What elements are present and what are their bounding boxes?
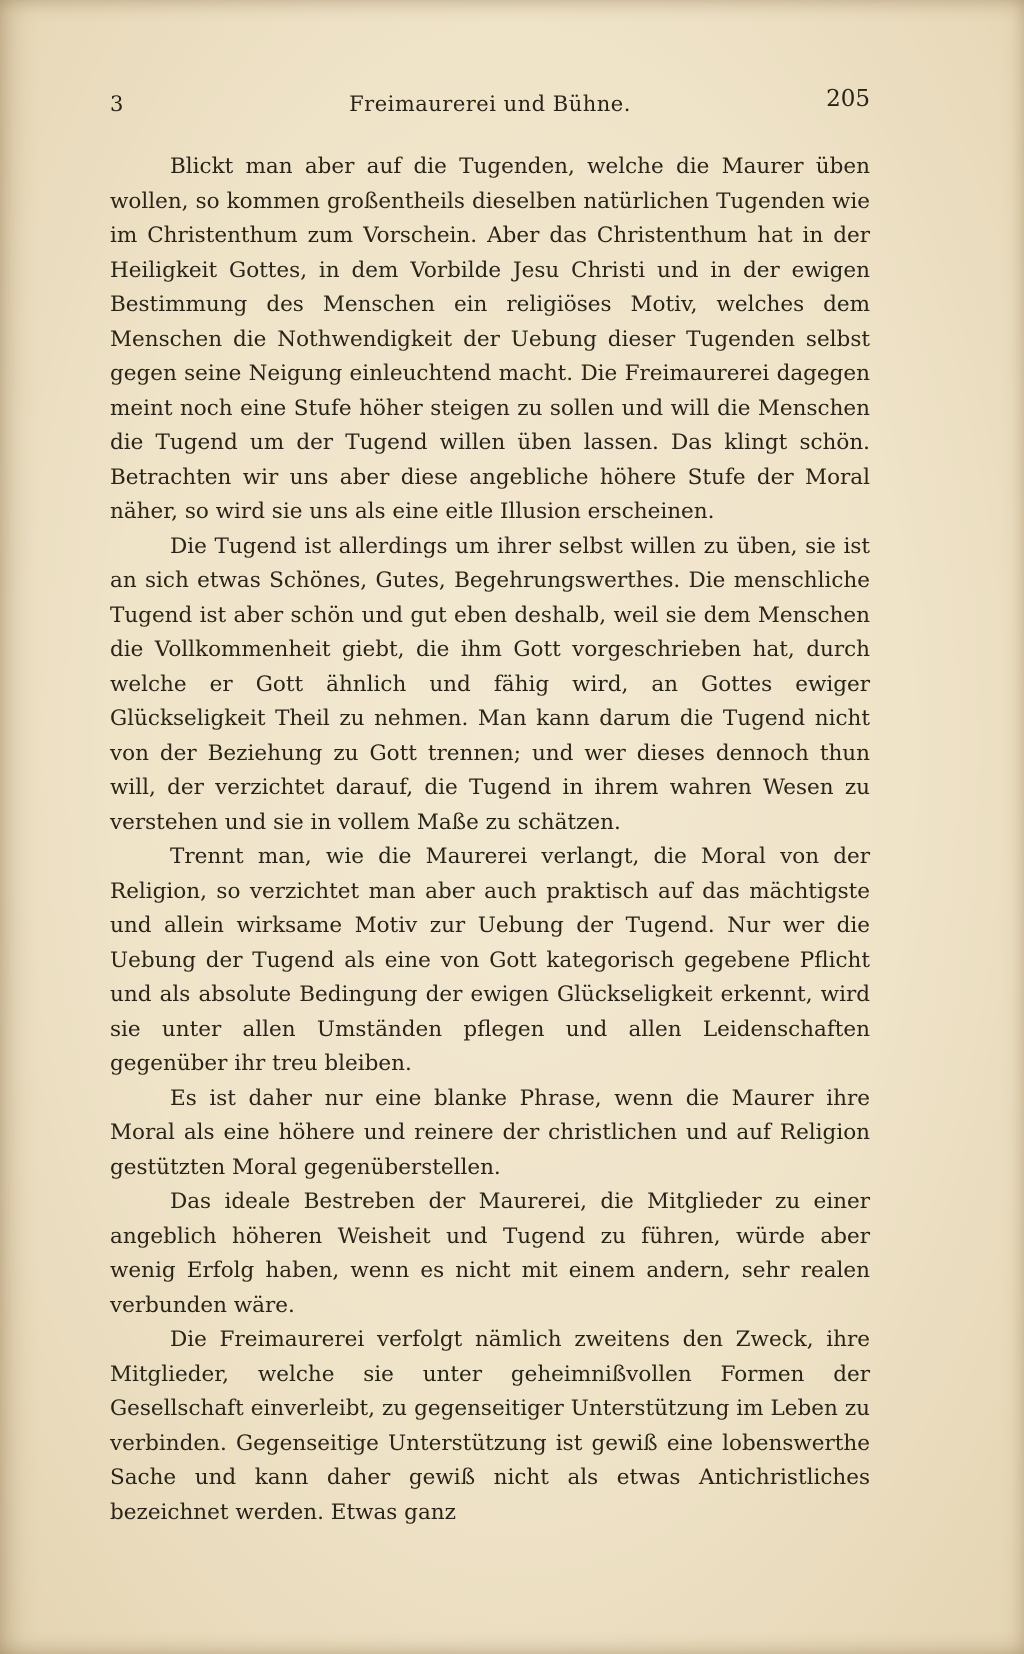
- paragraph: Die Freimaurerei verfolgt nämlich zweitens den Zweck, ihre Mitglieder, welche sie unter geheimnißvollen Formen der Gesellschaft einverleibt, zu gegenseitiger Unterstützung im Leben zu verbinden. Gegenseitige Unterstützung ist gewiß eine lobenswerthe Sache und kann daher gewiß nicht als etwas Antichristliches bezeichnet werden. Etwas ganz: [110, 1327, 870, 1525]
- page-number: 205: [826, 86, 870, 112]
- paragraph: Das ideale Bestreben der Maurerei, die Mitglieder zu einer angeblich höheren Weisheit und Tugend zu führen, würde aber wenig Erfolg haben, wenn es nicht mit einem andern, sehr realen verbunden wäre.: [110, 1189, 870, 1318]
- paragraph: Die Tugend ist allerdings um ihrer selbst willen zu üben, sie ist an sich etwas Schönes, Gutes, Begehrungswerthes. Die menschliche Tugend ist aber schön und gut eben deshalb, weil sie dem Menschen die Vollkommenheit giebt, die ihm Gott vorgeschrieben hat, durch welche er Gott ähnlich und fähig wird, an Gottes ewiger Glückseligkeit Theil zu nehmen. Man kann darum die Tugend nicht von der Beziehung zu Gott trennen; und wer dieses dennoch thun will, der verzichtet darauf, die Tugend in ihrem wahren Wesen zu verstehen und sie in vollem Maße zu schätzen.: [110, 533, 870, 835]
- paragraph: Blickt man aber auf die Tugenden, welche die Maurer üben wollen, so kommen großentheils dieselben natürlichen Tugenden wie im Christenthum zum Vorschein. Aber das Christenthum hat in der Heiligkeit Gottes, in dem Vorbilde Jesu Christi und in der ewigen Bestimmung des Menschen ein religiöses Motiv, welches dem Menschen die Nothwendigkeit der Uebung dieser Tugenden selbst gegen seine Neigung einleuchtend macht. Die Freimaurerei dagegen meint noch eine Stufe höher steigen zu sollen und will die Menschen die Tugend um der Tugend willen üben lassen. Das klingt schön. Betrachten wir uns aber diese angebliche höhere Stufe der Moral näher, so wird sie uns als eine eitle Illusion erscheinen.: [110, 154, 870, 524]
- paragraph: Trennt man, wie die Maurerei verlangt, die Moral von der Religion, so verzichtet man aber auch praktisch auf das mächtigste und allein wirksame Motiv zur Uebung der Tugend. Nur wer die Uebung der Tugend als eine von Gott kategorisch gegebene Pflicht und als absolute Bedingung der ewigen Glückseligkeit erkennt, wird sie unter allen Umständen pflegen und allen Leidenschaften gegenüber ihr treu bleiben.: [110, 844, 870, 1076]
- running-head: [110, 86, 870, 126]
- running-title: Freimaurerei und Bühne.: [349, 92, 631, 116]
- body-text: [110, 150, 870, 1530]
- signature-mark: 3: [110, 92, 124, 116]
- paragraph: Es ist daher nur eine blanke Phrase, wenn die Maurer ihre Moral als eine höhere und reinere der christlichen und auf Religion gestützten Moral gegenüberstellen.: [110, 1085, 870, 1180]
